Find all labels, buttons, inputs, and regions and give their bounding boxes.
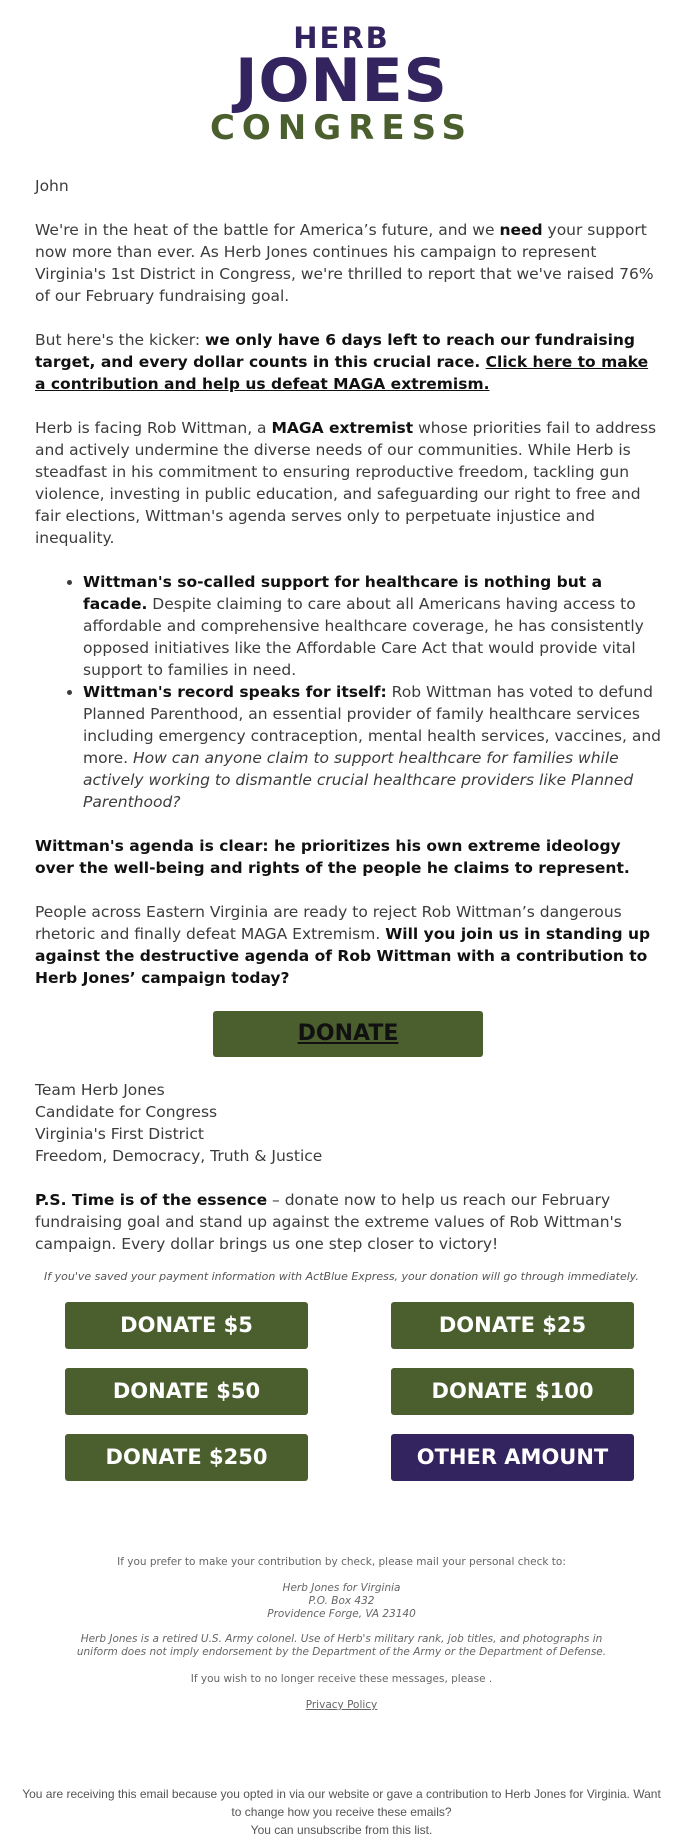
donate-button[interactable]: DONATE (213, 1011, 483, 1057)
donate-50-button[interactable]: DONATE $50 (65, 1368, 308, 1415)
donate-100-button[interactable]: DONATE $100 (391, 1368, 634, 1415)
signature-line: Virginia's First District (35, 1125, 204, 1143)
logo-line-congress: CONGRESS (209, 108, 474, 148)
kicker-paragraph: But here's the kicker: we only have 6 days left to reach our fundraising target, and every dollar counts in this crucial race. Click here to make a contribution and help us defeat MAGA extremism. (35, 331, 649, 393)
mailing-address (0, 1582, 683, 1621)
address-line: Providence Forge, VA 23140 (267, 1608, 416, 1620)
other-amount-button[interactable]: OTHER AMOUNT (391, 1434, 634, 1481)
signature-line: Candidate for Congress (35, 1103, 218, 1121)
call-to-action-paragraph: People across Eastern Virginia are ready to reject Rob Wittman’s dangerous rhetoric and finally defeat MAGA Extremism. Will you join us in standing up against the destructive agenda of Rob Wittman with a contribution to Herb Jones’ campaign today? (35, 903, 651, 987)
bullet-list (35, 571, 661, 813)
check-note: If you prefer to make your contribution by check, please mail your personal check to: (117, 1556, 566, 1568)
address-line: Herb Jones for Virginia (282, 1582, 401, 1594)
ps-paragraph: P.S. Time is of the essence – donate now to help us reach our February fundraising goal and stand up against the extreme values of Rob Wittman's campaign. Every dollar brings us one step closer to victory! (35, 1191, 622, 1253)
signature-line: Freedom, Democracy, Truth & Justice (35, 1147, 323, 1165)
opponent-paragraph: Herb is facing Rob Wittman, a MAGA extremist whose priorities fail to address and actively undermine the diverse needs of our communities. While Herb is steadfast in his commitment to ensuring reproductive freedom, tackling gun violence, investing in public education, and safeguarding our right to free and fair elections, Wittman's agenda serves only to perpetuate injustice and inequality. (35, 419, 657, 547)
greeting: John (35, 177, 69, 195)
signature (35, 1079, 661, 1167)
logo-line-herb: HERB (293, 21, 390, 55)
military-disclaimer: Herb Jones is a retired U.S. Army colonel. Use of Herb's military rank, job titles, and photographs in uniform does not imply endorsement by the Department of the Army or the Department of Defense. (76, 1633, 607, 1658)
contribution-link[interactable]: Click here to make a contribution and help us defeat MAGA extremism. (35, 353, 649, 393)
bullet-healthcare: • Wittman's so-called support for healthcare is nothing but a facade. Despite claiming to care about all Americans having access to affordable and comprehensive healthcare coverage, he has consistently opposed initiatives like the Affordable Care Act that would provide vital support to families in need. (83, 571, 661, 681)
donate-25-button[interactable]: DONATE $25 (391, 1302, 634, 1349)
footer (20, 1785, 663, 1839)
actblue-note: If you've saved your payment information with ActBlue Express, your donation will go through immediately. (44, 1270, 639, 1283)
agenda-paragraph: Wittman's agenda is clear: he prioritizes his own extreme ideology over the well-being and rights of the people he claims to represent. (35, 837, 630, 877)
address-line: P.O. Box 432 (308, 1595, 375, 1607)
bullet-record: • Wittman's record speaks for itself: Rob Wittman has voted to defund Planned Parenthood, an essential provider of family healthcare services including emergency contraception, mental health services, vaccines, and more. How can anyone claim to support healthcare for families while actively working to dismantle crucial healthcare providers like Planned Parenthood? (83, 681, 661, 813)
intro-paragraph: We're in the heat of the battle for America’s future, and we need your support now more than ever. As Herb Jones continues his campaign to represent Virginia's 1st District in Congress, we're thrilled to report that we've raised 76% of our February fundraising goal. (35, 221, 654, 305)
logo-line-jones: JONES (235, 46, 448, 116)
email-body (35, 175, 661, 1277)
privacy-policy-link[interactable]: Privacy Policy (305, 1699, 378, 1711)
unsubscribe-note: If you wish to no longer receive these messages, please . (190, 1673, 493, 1685)
campaign-logo (0, 21, 683, 148)
footer-reason: You are receiving this email because you opted in via our website or gave a contribution to Herb Jones for Virginia. Want to change how you receive these emails? (22, 1787, 661, 1819)
footer-unsubscribe: You can unsubscribe from this list. (250, 1823, 433, 1837)
donate-5-button[interactable]: DONATE $5 (65, 1302, 308, 1349)
signature-line: Team Herb Jones (35, 1081, 165, 1099)
donate-250-button[interactable]: DONATE $250 (65, 1434, 308, 1481)
